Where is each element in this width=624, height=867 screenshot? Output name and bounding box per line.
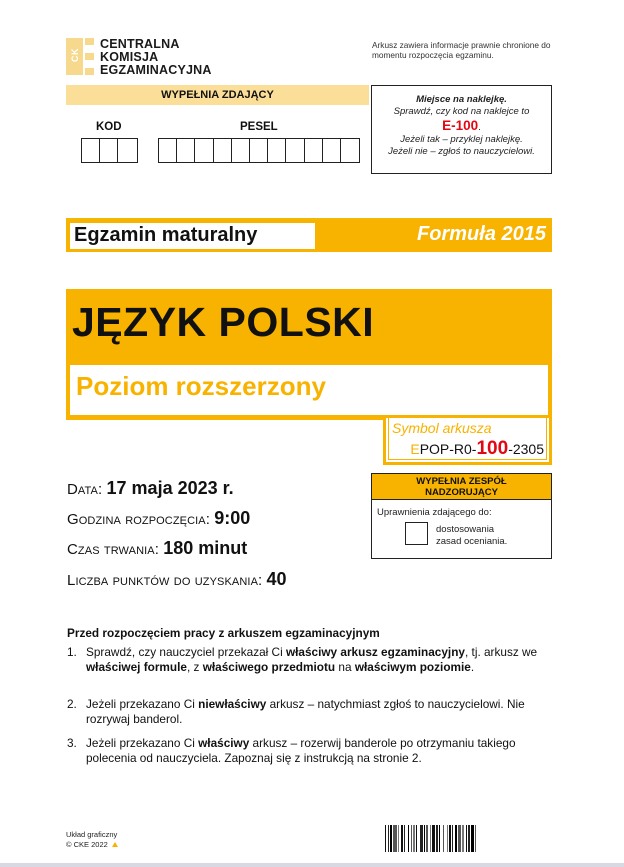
symbol-code-mid: 100	[476, 438, 509, 459]
pesel-cell[interactable]	[250, 139, 268, 162]
instruction-item	[67, 697, 552, 727]
checkbox-description	[436, 524, 507, 548]
sticker-line-1: Sprawdź, czy kod na naklejce to	[393, 106, 530, 117]
pesel-cell[interactable]	[177, 139, 195, 162]
footer-line-1: Układ graficzny	[66, 830, 118, 839]
exam-duration	[67, 538, 247, 559]
subject-title: JĘZYK POLSKI	[72, 299, 375, 345]
instruction-number: 2.	[67, 697, 77, 711]
triangle-icon	[112, 842, 118, 847]
exam-points	[67, 569, 287, 590]
option-line-1: dostosowania	[436, 524, 495, 535]
page-edge	[0, 863, 624, 867]
supervisor-title-2: NADZORUJĄCY	[425, 487, 498, 498]
kod-field[interactable]	[81, 138, 138, 163]
protection-notice: Arkusz zawiera informacje prawnie chronione do momentu rozpoczęcia egzaminu.	[372, 40, 551, 60]
pesel-cell[interactable]	[214, 139, 232, 162]
exam-level: Poziom rozszerzony	[76, 371, 326, 401]
instruction-item	[67, 645, 552, 675]
instruction-item	[67, 736, 552, 766]
candidate-fill-band: WYPEŁNIA ZDAJĄCY	[66, 85, 369, 105]
supervisor-label: Uprawnienia zdającego do:	[377, 507, 492, 518]
supervisor-section	[371, 473, 552, 559]
pesel-cell[interactable]	[159, 139, 177, 162]
instruction-text: Sprawdź, czy nauczyciel przekazał Ci właściwy arkusz egzaminacyjny, tj. arkusz we właściwej formule, z właściwego przedmiotu na właściwym poziomie.	[86, 645, 538, 674]
footer-line-2: © CKE 2022	[66, 839, 108, 849]
symbol-code-prefix: POP-R0-	[419, 441, 477, 457]
points-value: 40	[266, 569, 287, 589]
logo-line-3: EGZAMINACYJNA	[100, 63, 212, 77]
pesel-cell[interactable]	[195, 139, 213, 162]
option-line-2: zasad oceniania.	[436, 536, 508, 547]
exam-date	[67, 478, 234, 499]
cke-logo	[66, 38, 212, 77]
symbol-code-first: E	[410, 441, 420, 457]
pesel-cell[interactable]	[341, 139, 359, 162]
date-label: Data:	[67, 481, 107, 498]
logo-line-1: CENTRALNA	[100, 37, 180, 51]
instruction-text: Jeżeli przekazano Ci niewłaściwy arkusz – natychmiast zgłoś to nauczycielowi. Nie rozrywaj banderol.	[86, 697, 525, 726]
logo-mark-text: CK	[70, 48, 80, 62]
sticker-area[interactable]	[371, 85, 552, 174]
sticker-code-suffix: .	[478, 122, 481, 133]
kod-cell[interactable]	[100, 139, 118, 162]
pesel-cell[interactable]	[232, 139, 250, 162]
points-label: Liczba punktów do uzyskania:	[67, 572, 267, 589]
pesel-cell[interactable]	[305, 139, 323, 162]
kod-label: KOD	[96, 121, 122, 133]
pesel-label: PESEL	[240, 121, 278, 133]
exam-start-time	[67, 508, 250, 529]
sticker-line-2: Jeżeli tak – przyklej naklejkę.	[400, 134, 523, 145]
sheet-symbol-label: Symbol arkusza	[392, 420, 492, 436]
footer-credit	[66, 830, 118, 849]
logo-text	[100, 38, 212, 77]
cke-logo-icon	[66, 38, 94, 75]
pesel-field[interactable]	[158, 138, 360, 163]
sheet-symbol-code	[410, 438, 544, 460]
sticker-title: Miejsce na naklejkę.	[416, 94, 507, 105]
grading-adjustment-checkbox[interactable]	[405, 522, 428, 545]
exam-formula: Formuła 2015	[417, 223, 546, 245]
duration-label: Czas trwania:	[67, 541, 164, 558]
sticker-line-3: Jeżeli nie – zgłoś to nauczycielowi.	[388, 146, 535, 157]
sheet-symbol-box	[383, 418, 552, 465]
instruction-number: 1.	[67, 645, 77, 659]
symbol-code-suffix: -2305	[508, 441, 544, 457]
instruction-text: Jeżeli przekazano Ci właściwy arkusz – rozerwij banderole po otrzymaniu takiego polecenia od nauczyciela. Zapoznaj się z instrukcją na stronie 2.	[86, 736, 516, 765]
kod-cell[interactable]	[118, 139, 136, 162]
barcode-icon	[385, 825, 546, 852]
pesel-cell[interactable]	[268, 139, 286, 162]
kod-cell[interactable]	[82, 139, 100, 162]
duration-value: 180 minut	[163, 538, 248, 558]
subject-block	[66, 289, 552, 420]
pesel-cell[interactable]	[323, 139, 341, 162]
exam-type: Egzamin maturalny	[74, 224, 258, 246]
start-value: 9:00	[214, 508, 251, 528]
date-value: 17 maja 2023 r.	[106, 478, 234, 498]
supervisor-title-1: WYPEŁNIA ZESPÓŁ	[416, 476, 507, 487]
instructions-title: Przed rozpoczęciem pracy z arkuszem egzaminacyjnym	[67, 626, 380, 640]
sticker-code: E-100	[442, 118, 479, 133]
exam-type-bar	[66, 220, 552, 252]
supervisor-header	[372, 474, 551, 500]
start-label: Godzina rozpoczęcia:	[67, 511, 215, 528]
instruction-number: 3.	[67, 736, 77, 750]
logo-line-2: KOMISJA	[100, 50, 159, 64]
pesel-cell[interactable]	[286, 139, 304, 162]
